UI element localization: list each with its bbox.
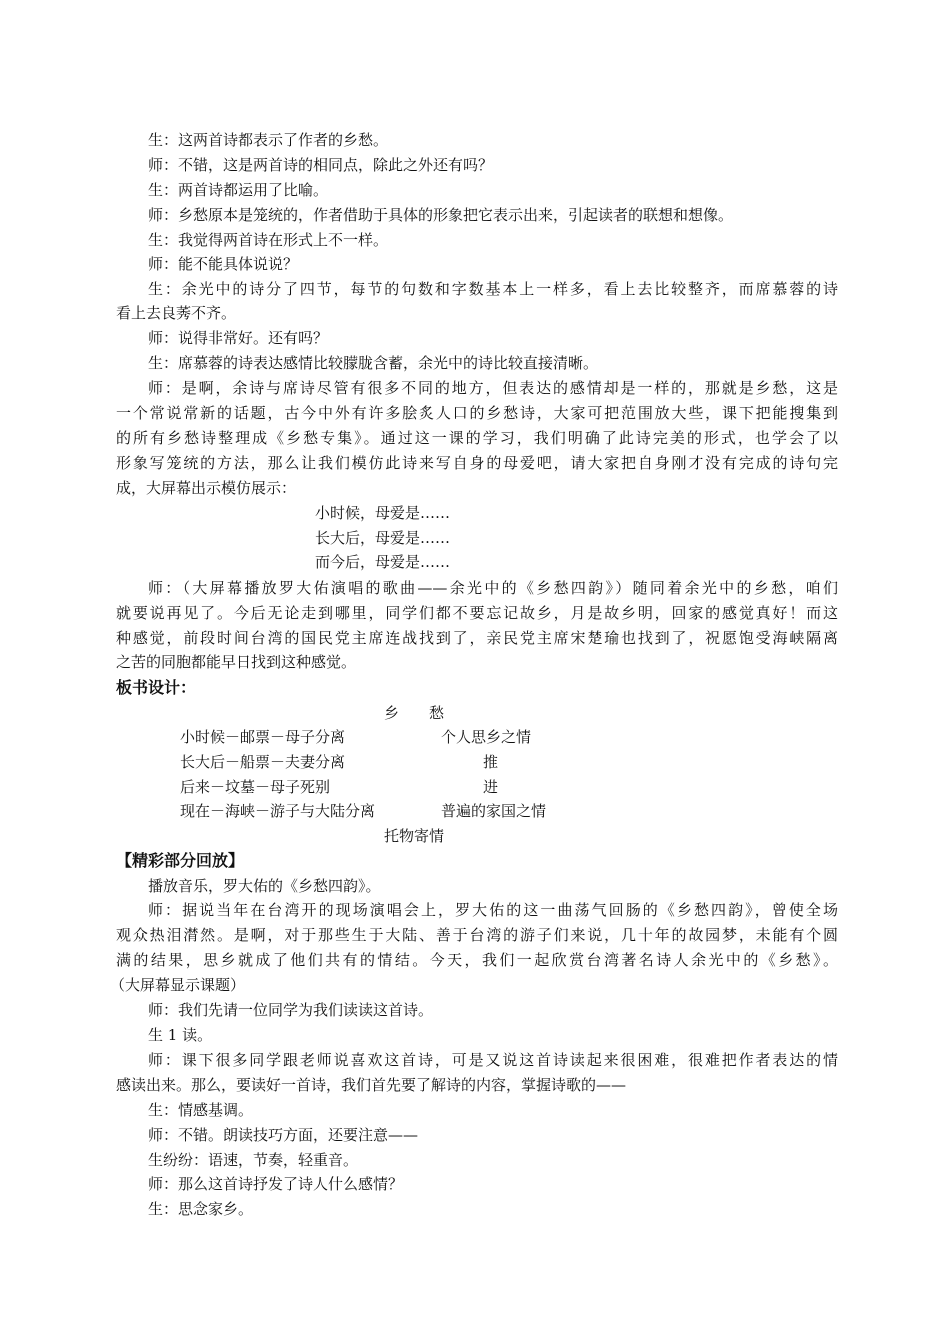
board-right-line: 个人思乡之情 — [441, 728, 532, 746]
section-heading-replay: 【精彩部分回放】 — [116, 851, 245, 870]
dialogue-line: 生：席慕蓉的诗表达感情比较朦胧含蓄，余光中的诗比较直接清晰。 — [148, 354, 599, 372]
dialogue-line: 生：我觉得两首诗在形式上不一样。 — [148, 231, 389, 249]
paragraph-line: 师：据说当年在台湾开的现场演唱会上，罗大佑的这一曲荡气回肠的《乡愁四韵》，曾使全场 — [148, 901, 838, 919]
dialogue-line: 生 1 读。 — [148, 1026, 213, 1044]
paragraph-line: 师：课下很多同学跟老师说喜欢这首诗，可是又说这首诗读起来很困难，很难把作者表达的情 — [148, 1051, 838, 1069]
paragraph-line: 成，大屏幕出示模仿展示： — [116, 479, 297, 497]
paragraph-line: 就要说再见了。今后无论走到哪里，同学们都不要忘记故乡，月是故乡明，回家的感觉真好！而这 — [116, 604, 838, 622]
board-left-line: 长大后－船票－夫妻分离 — [180, 753, 346, 771]
dialogue-line: 生：两首诗都运用了比喻。 — [148, 181, 329, 199]
dialogue-line: 师：不错，这是两首诗的相同点，除此之外还有吗？ — [148, 156, 494, 174]
dialogue-line: 师：乡愁原本是笼统的，作者借助于具体的形象把它表示出来，引起读者的联想和想像。 — [148, 206, 734, 224]
imitation-line: 而今后，母爱是…… — [315, 553, 451, 571]
dialogue-line: 生：思念家乡。 — [148, 1200, 254, 1218]
board-title: 乡 愁 — [384, 704, 445, 722]
dialogue-line: 生纷纷：语速，节奏，轻重音。 — [148, 1151, 359, 1169]
dialogue-line: 师：不错。朗读技巧方面，还要注意—— — [148, 1126, 419, 1144]
dialogue-line: 师：说得非常好。还有吗？ — [148, 329, 329, 347]
paragraph-line: 生：余光中的诗分了四节，每节的句数和字数基本上一样多，看上去比较整齐，而席慕蓉的诗 — [148, 280, 838, 298]
board-left-line: 后来－坟墓－母子死别 — [180, 778, 331, 796]
paragraph-line: 师：（大屏幕播放罗大佑演唱的歌曲——余光中的《乡愁四韵》）随同着余光中的乡愁，咱们 — [148, 579, 838, 597]
board-left-line: 现在－海峡－游子与大陆分离 — [180, 802, 376, 820]
paragraph-line: 之苦的同胞都能早日找到这种感觉。 — [116, 653, 357, 671]
paragraph-line: 形象写笼统的方法，那么让我们模仿此诗来写自身的母爱吧，请大家把自身刚才没有完成的诗句完 — [116, 454, 838, 472]
section-heading-board: 板书设计： — [116, 678, 197, 697]
imitation-line: 长大后，母爱是…… — [315, 529, 451, 547]
board-footer: 托物寄情 — [384, 827, 445, 845]
paragraph-line: 的所有乡愁诗整理成《乡愁专集》。通过这一课的学习，我们明确了此诗完美的形式，也学会了以 — [116, 429, 838, 447]
board-right-line: 进 — [483, 778, 499, 796]
board-right-line: 普遍的家国之情 — [441, 802, 547, 820]
dialogue-line: 生：这两首诗都表示了作者的乡愁。 — [148, 131, 389, 149]
imitation-line: 小时候，母爱是…… — [315, 504, 451, 522]
paragraph-line: 播放音乐，罗大佑的《乡愁四韵》。 — [148, 877, 381, 895]
dialogue-line: 师：我们先请一位同学为我们读读这首诗。 — [148, 1001, 434, 1019]
board-left-line: 小时候－邮票－母子分离 — [180, 728, 346, 746]
dialogue-line: 师：那么这首诗抒发了诗人什么感情？ — [148, 1175, 404, 1193]
paragraph-line: 满的结果，思乡就成了他们共有的情结。今天，我们一起欣赏台湾著名诗人余光中的《乡愁》。 — [116, 951, 838, 969]
paragraph-line: 一个常说常新的话题，古今中外有许多脍炙人口的乡愁诗，大家可把范围放大些，课下把能搜集到 — [116, 404, 838, 422]
dialogue-line: 师：能不能具体说说？ — [148, 255, 299, 273]
paragraph-line: 观众热泪潸然。是啊，对于那些生于大陆、善于台湾的游子们来说，几十年的故园梦，未能有个圆 — [116, 926, 838, 944]
paragraph-line: 师：是啊，余诗与席诗尽管有很多不同的地方，但表达的感情却是一样的，那就是乡愁，这是 — [148, 379, 838, 397]
dialogue-line: 生：情感基调。 — [148, 1101, 254, 1119]
paragraph-line: （大屏幕显示课题） — [110, 976, 246, 994]
board-right-line: 推 — [483, 753, 499, 771]
paragraph-line: 看上去良莠不齐。 — [116, 304, 237, 322]
paragraph-line: 感读出来。那么，要读好一首诗，我们首先要了解诗的内容，掌握诗歌的—— — [116, 1076, 627, 1094]
paragraph-line: 种感觉，前段时间台湾的国民党主席连战找到了，亲民党主席宋楚瑜也找到了，祝愿饱受海峡隔离 — [116, 629, 838, 647]
